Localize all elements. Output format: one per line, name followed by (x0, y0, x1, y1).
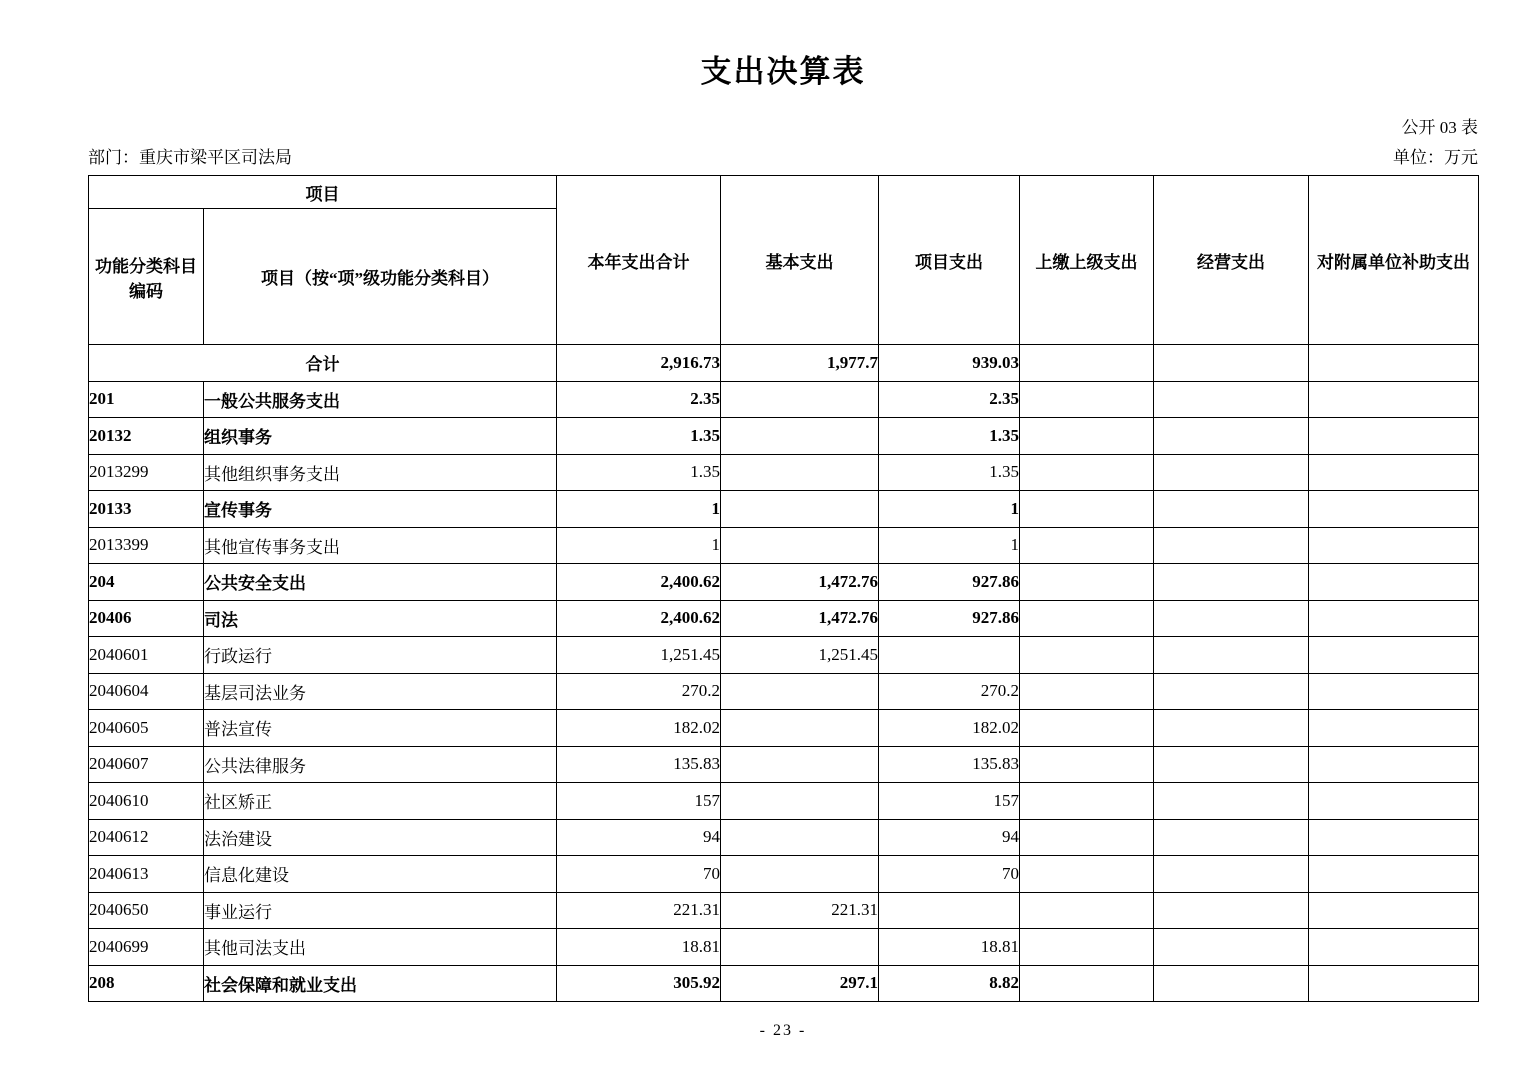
cell-subsidy (1309, 527, 1479, 564)
header-item: 项目（按“项”级功能分类科目） (204, 209, 557, 345)
cell-upper (1020, 491, 1154, 528)
row-label: 合计 (89, 345, 557, 382)
header-subsidy: 对附属单位补助支出 (1309, 176, 1479, 345)
cell-basic (721, 710, 879, 747)
cell-project: 135.83 (879, 746, 1020, 783)
cell-code: 20132 (89, 418, 204, 455)
cell-code: 2013299 (89, 454, 204, 491)
cell-basic (721, 856, 879, 893)
cell-name: 司法 (204, 600, 557, 637)
header-project-exp: 项目支出 (879, 176, 1020, 345)
cell-total: 2,400.62 (557, 600, 721, 637)
cell-upper (1020, 637, 1154, 674)
cell-total: 305.92 (557, 965, 721, 1002)
cell-name: 普法宣传 (204, 710, 557, 747)
cell-name: 其他组织事务支出 (204, 454, 557, 491)
cell-basic (721, 819, 879, 856)
cell-operating (1154, 710, 1309, 747)
cell-name: 社区矫正 (204, 783, 557, 820)
cell-operating (1154, 819, 1309, 856)
cell-total: 1.35 (557, 418, 721, 455)
cell-subsidy (1309, 673, 1479, 710)
table-row (89, 965, 1479, 1002)
cell-operating (1154, 381, 1309, 418)
cell-name: 公共法律服务 (204, 746, 557, 783)
cell-total: 1,251.45 (557, 637, 721, 674)
cell-code: 2040610 (89, 783, 204, 820)
cell-basic (721, 673, 879, 710)
cell-code: 204 (89, 564, 204, 601)
cell-basic (721, 418, 879, 455)
cell-code: 2013399 (89, 527, 204, 564)
cell-total: 94 (557, 819, 721, 856)
cell-upper (1020, 965, 1154, 1002)
cell-subsidy (1309, 929, 1479, 966)
cell-operating (1154, 965, 1309, 1002)
cell-operating (1154, 673, 1309, 710)
table-row (89, 600, 1479, 637)
cell-operating (1154, 491, 1309, 528)
cell-code: 20406 (89, 600, 204, 637)
cell-operating (1154, 783, 1309, 820)
cell-total: 157 (557, 783, 721, 820)
cell-upper (1020, 345, 1154, 382)
cell-project: 18.81 (879, 929, 1020, 966)
cell-basic (721, 381, 879, 418)
cell-name: 其他司法支出 (204, 929, 557, 966)
header-code: 功能分类科目编码 (89, 209, 204, 345)
cell-code: 2040604 (89, 673, 204, 710)
cell-upper (1020, 418, 1154, 455)
cell-name: 社会保障和就业支出 (204, 965, 557, 1002)
cell-name: 行政运行 (204, 637, 557, 674)
cell-operating (1154, 856, 1309, 893)
cell-upper (1020, 673, 1154, 710)
report-sheet (88, 0, 1478, 1002)
cell-subsidy (1309, 418, 1479, 455)
cell-total: 182.02 (557, 710, 721, 747)
cell-code: 2040607 (89, 746, 204, 783)
cell-subsidy (1309, 491, 1479, 528)
cell-upper (1020, 929, 1154, 966)
cell-project: 70 (879, 856, 1020, 893)
cell-code: 2040601 (89, 637, 204, 674)
table-row (89, 527, 1479, 564)
cell-total: 221.31 (557, 892, 721, 929)
table-row (89, 710, 1479, 747)
cell-total: 1.35 (557, 454, 721, 491)
cell-total: 270.2 (557, 673, 721, 710)
cell-project: 1 (879, 491, 1020, 528)
page-title: 支出决算表 (700, 54, 866, 89)
cell-basic: 297.1 (721, 965, 879, 1002)
cell-name: 事业运行 (204, 892, 557, 929)
cell-basic: 221.31 (721, 892, 879, 929)
cell-operating (1154, 564, 1309, 601)
table-row (89, 856, 1479, 893)
cell-project: 157 (879, 783, 1020, 820)
cell-operating (1154, 746, 1309, 783)
cell-operating (1154, 418, 1309, 455)
table-row (89, 564, 1479, 601)
unit-label: 单位：万元 (1393, 148, 1478, 167)
cell-name: 其他宣传事务支出 (204, 527, 557, 564)
cell-basic: 1,251.45 (721, 637, 879, 674)
page-number: - 23 - (759, 1022, 807, 1039)
cell-code: 208 (89, 965, 204, 1002)
cell-subsidy (1309, 454, 1479, 491)
cell-subsidy (1309, 783, 1479, 820)
cell-code: 2040613 (89, 856, 204, 893)
cell-project: 1.35 (879, 418, 1020, 455)
cell-code: 2040605 (89, 710, 204, 747)
cell-total: 1 (557, 491, 721, 528)
cell-name: 组织事务 (204, 418, 557, 455)
cell-total: 18.81 (557, 929, 721, 966)
cell-upper (1020, 892, 1154, 929)
header-basic: 基本支出 (721, 176, 879, 345)
cell-project: 2.35 (879, 381, 1020, 418)
cell-project: 1.35 (879, 454, 1020, 491)
cell-subsidy (1309, 710, 1479, 747)
cell-basic (721, 527, 879, 564)
cell-upper (1020, 527, 1154, 564)
header-total: 本年支出合计 (557, 176, 721, 345)
cell-subsidy (1309, 965, 1479, 1002)
cell-project: 1 (879, 527, 1020, 564)
cell-operating (1154, 637, 1309, 674)
table-row (89, 892, 1479, 929)
cell-operating (1154, 892, 1309, 929)
cell-name: 法治建设 (204, 819, 557, 856)
cell-code: 2040612 (89, 819, 204, 856)
cell-code: 2040699 (89, 929, 204, 966)
header-upper: 上缴上级支出 (1020, 176, 1154, 345)
table-row (89, 454, 1479, 491)
table-row (89, 819, 1479, 856)
form-number-label: 公开 03 表 (1401, 118, 1478, 137)
cell-operating (1154, 527, 1309, 564)
cell-upper (1020, 783, 1154, 820)
cell-name: 宣传事务 (204, 491, 557, 528)
cell-basic: 1,977.7 (721, 345, 879, 382)
cell-subsidy (1309, 600, 1479, 637)
cell-total: 135.83 (557, 746, 721, 783)
table-row (89, 783, 1479, 820)
cell-upper (1020, 819, 1154, 856)
cell-basic (721, 929, 879, 966)
cell-operating (1154, 345, 1309, 382)
table-row-total (89, 345, 1479, 382)
table-body (89, 345, 1479, 1002)
cell-basic (721, 746, 879, 783)
cell-upper (1020, 564, 1154, 601)
cell-total: 2,916.73 (557, 345, 721, 382)
cell-subsidy (1309, 564, 1479, 601)
cell-name: 公共安全支出 (204, 564, 557, 601)
cell-code: 20133 (89, 491, 204, 528)
table-row (89, 491, 1479, 528)
table-row (89, 418, 1479, 455)
cell-basic: 1,472.76 (721, 564, 879, 601)
cell-subsidy (1309, 746, 1479, 783)
header-row-top (89, 176, 1479, 209)
cell-upper (1020, 856, 1154, 893)
table-header (89, 176, 1479, 345)
cell-code: 2040650 (89, 892, 204, 929)
cell-subsidy (1309, 345, 1479, 382)
cell-upper (1020, 710, 1154, 747)
cell-name: 信息化建设 (204, 856, 557, 893)
cell-subsidy (1309, 892, 1479, 929)
cell-total: 1 (557, 527, 721, 564)
cell-operating (1154, 454, 1309, 491)
table-row (89, 381, 1479, 418)
table-row (89, 746, 1479, 783)
cell-basic (721, 454, 879, 491)
cell-upper (1020, 454, 1154, 491)
cell-operating (1154, 600, 1309, 637)
cell-total: 70 (557, 856, 721, 893)
table-row (89, 929, 1479, 966)
cell-upper (1020, 381, 1154, 418)
cell-project (879, 637, 1020, 674)
cell-upper (1020, 746, 1154, 783)
cell-basic (721, 783, 879, 820)
cell-total: 2.35 (557, 381, 721, 418)
cell-project (879, 892, 1020, 929)
cell-code: 201 (89, 381, 204, 418)
cell-project: 270.2 (879, 673, 1020, 710)
cell-project: 182.02 (879, 710, 1020, 747)
cell-project: 94 (879, 819, 1020, 856)
cell-project: 927.86 (879, 600, 1020, 637)
department-label: 部门：重庆市梁平区司法局 (88, 148, 292, 167)
cell-project: 939.03 (879, 345, 1020, 382)
cell-upper (1020, 600, 1154, 637)
cell-name: 基层司法业务 (204, 673, 557, 710)
cell-project: 927.86 (879, 564, 1020, 601)
cell-total: 2,400.62 (557, 564, 721, 601)
cell-subsidy (1309, 819, 1479, 856)
cell-operating (1154, 929, 1309, 966)
cell-subsidy (1309, 381, 1479, 418)
expenditure-table (88, 175, 1479, 1002)
meta-line (88, 146, 1478, 170)
cell-subsidy (1309, 637, 1479, 674)
cell-basic: 1,472.76 (721, 600, 879, 637)
cell-project: 8.82 (879, 965, 1020, 1002)
table-row (89, 673, 1479, 710)
cell-subsidy (1309, 856, 1479, 893)
header-project-group: 项目 (89, 176, 557, 209)
table-row (89, 637, 1479, 674)
header-operating: 经营支出 (1154, 176, 1309, 345)
cell-name: 一般公共服务支出 (204, 381, 557, 418)
cell-basic (721, 491, 879, 528)
